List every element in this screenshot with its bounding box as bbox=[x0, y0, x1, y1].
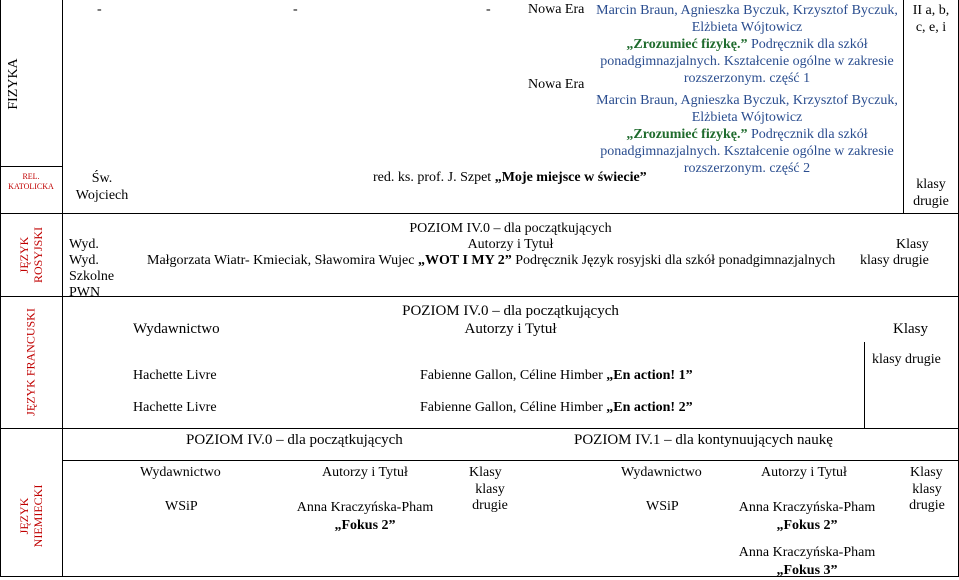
book-desc: rozszerzonym. część 2 bbox=[683, 161, 811, 176]
column-header: Wyd. bbox=[69, 237, 99, 252]
level-heading: POZIOM IV.1 – dla kontynuujących naukę bbox=[574, 432, 833, 448]
book-title: „Fokus 2” bbox=[776, 518, 838, 533]
subject-label: FIZYKA bbox=[6, 58, 21, 110]
book-entry bbox=[420, 400, 693, 416]
book-desc: Podręcznik dla szkół bbox=[750, 37, 868, 52]
classes: klasy drugie bbox=[472, 482, 508, 513]
authors: Elżbieta Wójtowicz bbox=[691, 20, 803, 35]
book-entry bbox=[592, 2, 902, 87]
book-desc: ponadgimnazjalnych. Kształcenie ogólne w zakresie bbox=[600, 144, 894, 159]
column-header: Klasy bbox=[893, 321, 928, 337]
level-heading: POZIOM IV.0 – dla początkujących bbox=[402, 303, 619, 319]
book-desc: rozszerzonym. część 1 bbox=[683, 71, 811, 86]
level-heading: POZIOM IV.0 – dla początkujących bbox=[186, 432, 403, 448]
book-entry bbox=[270, 499, 460, 535]
book-entry bbox=[712, 544, 902, 580]
authors: Anna Kraczyńska-Pham bbox=[296, 500, 434, 515]
classes: klasy drugie bbox=[872, 352, 941, 367]
authors: Anna Kraczyńska-Pham bbox=[738, 545, 876, 560]
publisher: WSiP bbox=[165, 499, 198, 514]
column-header: Klasy bbox=[910, 465, 943, 480]
book-desc: Podręcznik dla szkół bbox=[750, 127, 868, 142]
column-header: Autorzy i Tytuł bbox=[761, 465, 847, 480]
book-entry bbox=[592, 92, 902, 177]
column-header: Autorzy i Tytuł bbox=[322, 465, 408, 480]
column-header: Wydawnictwo bbox=[621, 465, 702, 480]
authors: Anna Kraczyńska-Pham bbox=[738, 500, 876, 515]
authors: Małgorzata Wiatr- Kmieciak, Sławomira Wujec bbox=[147, 253, 415, 268]
authors: red. ks. prof. J. Szpet bbox=[373, 170, 492, 185]
book-title: „Moje miejsce w świecie” bbox=[494, 170, 647, 185]
book-title: „En action! 1” bbox=[606, 368, 693, 383]
publisher: Nowa Era bbox=[528, 77, 585, 92]
dash: - bbox=[486, 2, 491, 17]
book-entry bbox=[147, 253, 835, 269]
authors: Marcin Braun, Agnieszka Byczuk, Krzysztof Byczuk, bbox=[596, 93, 898, 108]
classes: klasy drugie bbox=[909, 482, 945, 513]
authors: Fabienne Gallon, Céline Himber bbox=[420, 400, 603, 415]
subject-label: JĘZYK NIEMIECKI bbox=[17, 484, 45, 548]
subject-label: REL. KATOLICKA bbox=[8, 172, 54, 191]
classes: klasy drugie bbox=[860, 253, 929, 268]
column-header: Autorzy i Tytuł bbox=[467, 237, 554, 252]
column-header: Klasy bbox=[469, 465, 502, 480]
publisher: Wyd. Szkolne PWN bbox=[69, 253, 115, 300]
book-title: „Zrozumieć fizykę.” bbox=[626, 127, 748, 142]
column-header: Autorzy i Tytuł bbox=[464, 321, 557, 337]
authors: Fabienne Gallon, Céline Himber bbox=[420, 368, 603, 383]
book-desc: Podręcznik Język rosyjski dla szkół ponadgimnazjalnych bbox=[515, 253, 836, 268]
book-title: „En action! 2” bbox=[606, 400, 693, 415]
book-title: „Fokus 2” bbox=[334, 518, 396, 533]
column-header: Klasy bbox=[896, 237, 929, 252]
column-header: Wydawnictwo bbox=[140, 465, 221, 480]
subject-label: JĘZYK FRANCUSKI bbox=[23, 308, 38, 416]
dash: - bbox=[97, 2, 102, 17]
dash: - bbox=[293, 2, 298, 17]
publisher: Św. Wojciech bbox=[75, 171, 129, 203]
book-entry bbox=[373, 170, 647, 186]
publisher: Hachette Livre bbox=[133, 400, 217, 415]
subject-label: JĘZYK ROSYJSKI bbox=[17, 226, 45, 284]
column-header: Wydawnictwo bbox=[133, 321, 220, 337]
book-title: „Fokus 3” bbox=[776, 563, 838, 578]
publisher: Nowa Era bbox=[528, 2, 585, 17]
book-entry bbox=[420, 368, 693, 384]
book-title: „WOT I MY 2” bbox=[417, 253, 512, 268]
book-desc: ponadgimnazjalnych. Kształcenie ogólne w zakresie bbox=[600, 54, 894, 69]
authors: Marcin Braun, Agnieszka Byczuk, Krzysztof Byczuk, bbox=[596, 3, 898, 18]
publisher: WSiP bbox=[646, 499, 679, 514]
level-heading: POZIOM IV.0 – dla początkujących bbox=[409, 221, 612, 236]
classes: klasy drugie bbox=[913, 177, 949, 209]
classes: II a, b, c, e, i bbox=[912, 3, 950, 35]
book-title: „Zrozumieć fizykę.” bbox=[626, 37, 748, 52]
authors: Elżbieta Wójtowicz bbox=[691, 110, 803, 125]
publisher: Hachette Livre bbox=[133, 368, 217, 383]
book-entry bbox=[712, 499, 902, 535]
